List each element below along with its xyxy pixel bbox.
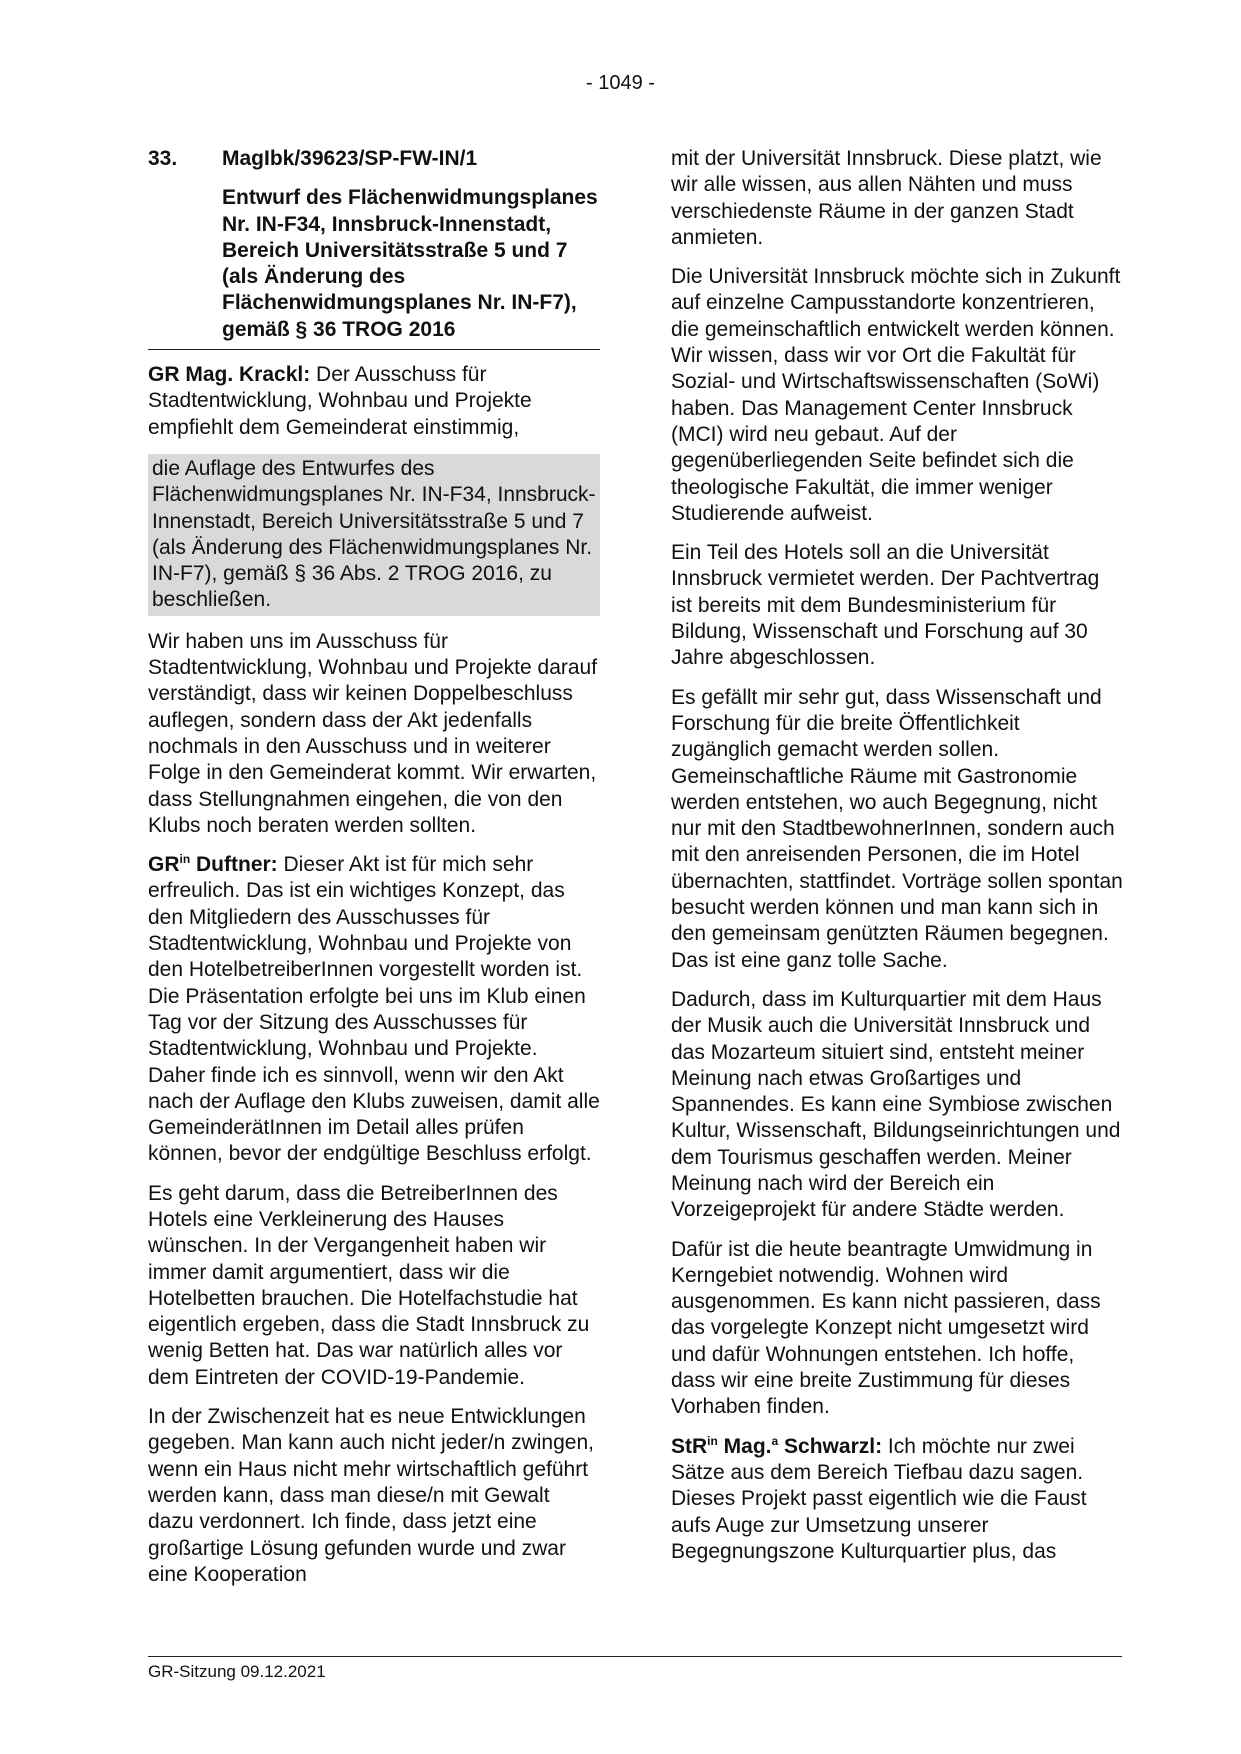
paragraph xyxy=(148,852,600,1168)
paragraph: Wir haben uns im Ausschuss für Stadtentwicklung, Wohnbau und Projekte darauf verständigt, dass wir keinen Doppelbeschluss auflegen, sondern dass der Akt jedenfalls nochmals in den Ausschuss und in weiterer Folge in den Gemeinderat kommt. Wir erwarten, dass Stellungnahmen eingehen, die von den Klubs noch beraten werden sollten. xyxy=(148,629,598,837)
paragraph: Dadurch, dass im Kulturquartier mit dem Haus der Musik auch die Universität Innsbruck und das Mozarteum situiert sind, entsteht meiner Meinung nach etwas Großartiges und Spannendes. Es kann eine Symbiose zwischen Kultur, Wissenschaft, Bildungseinrichtungen und dem Tourismus geschaffen werden. Meiner Meinung nach wird der Bereich ein Vorzeigeprojekt für andere Städte werden. xyxy=(671,987,1121,1222)
page-number: - 1049 - xyxy=(586,72,655,94)
paragraph xyxy=(671,1434,1123,1565)
speaker-degree: Mag. xyxy=(717,1434,772,1458)
speaker-surname: Duftner: xyxy=(190,853,278,877)
speaker-degree-suffix: a xyxy=(771,1433,779,1448)
speaker-title: GR xyxy=(148,853,180,877)
paragraph: Dafür ist die heute beantragte Umwidmung in Kerngebiet notwendig. Wohnen wird ausgenommen. Es kann nicht passieren, dass das vorgelegte Konzept nicht umgesetzt wird und dafür Wohnungen entstehen. Ich hoffe, dass wir eine breite Zustimmung für dieses Vorhaben finden. xyxy=(671,1237,1101,1419)
left-column xyxy=(148,146,600,1601)
agenda-divider xyxy=(148,349,600,350)
paragraph-text: Ich möchte nur zwei Sätze aus dem Bereich Tiefbau dazu sagen. Dieses Projekt passt eigentlich wie die Faust aufs Auge zur Umsetzung unserer Begegnungszone Kulturquartier plus, das xyxy=(671,1434,1087,1563)
right-column xyxy=(671,146,1123,1578)
agenda-reference: MagIbk/39623/SP-FW-IN/1 xyxy=(222,147,478,170)
speaker-surname: Schwarzl: xyxy=(778,1434,883,1458)
speaker-title: StR xyxy=(671,1434,708,1458)
speaker-title-suffix: in xyxy=(707,1433,718,1448)
paragraph-text: Der Ausschuss für Stadtentwicklung, Wohnbau und Projekte empfiehlt dem Gemeinderat einstimmig, xyxy=(148,363,532,439)
speaker-name xyxy=(671,1435,882,1458)
motion-box: die Auflage des Entwurfes des Flächenwidmungsplanes Nr. IN-F34, Innsbruck-Innenstadt, Bereich Universitätsstraße 5 und 7 (als Änderung des Flächenwidmungsplanes Nr. IN-F7), gemäß § 36 Abs. 2 TROG 2016, zu beschließen. xyxy=(148,454,600,616)
paragraph: Es gefällt mir sehr gut, dass Wissenschaft und Forschung für die breite Öffentlichkeit zugänglich gemacht werden sollen. Gemeinschaftliche Räume mit Gastronomie werden entstehen, wo auch Begegnung, nicht nur mit den StadtbewohnerInnen, sondern auch mit den anreisenden Personen, die im Hotel übernachten, stattfindet. Vorträge sollen spontan besucht werden können und man kann sich in den gemeinsam genützten Räumen begegnen. Das ist eine ganz tolle Sache. xyxy=(671,685,1123,972)
agenda-number: 33. xyxy=(148,147,178,170)
paragraph xyxy=(148,362,600,441)
speaker-title-suffix: in xyxy=(179,852,191,867)
paragraph: mit der Universität Innsbruck. Diese platzt, wie wir alle wissen, aus allen Nähten und muss verschiedenste Räume in der ganzen Stadt anmieten. xyxy=(671,147,1102,249)
footer-text: GR-Sitzung 09.12.2021 xyxy=(148,1662,326,1681)
paragraph: Die Universität Innsbruck möchte sich in Zukunft auf einzelne Campusstandorte konzentrieren, die gemeinschaftlich entwickelt werden können. Wir wissen, dass wir vor Ort die Fakultät für Sozial- und Wirtschaftswissenschaften (SoWi) haben. Das Management Center Innsbruck (MCI) wird neu gebaut. Auf der gegenüberliegenden Seite befindet sich die theologische Fakultät, die immer weniger Studierende aufweist. xyxy=(671,265,1121,525)
paragraph-text: Dieser Akt ist für mich sehr erfreulich. Das ist ein wichtiges Konzept, das den Mitgliedern des Ausschusses für Stadtentwicklung, Wohnbau und Projekte von den HotelbetreiberInnen vorgestellt worden ist. Die Präsentation erfolgte bei uns im Klub einen Tag vor der Sitzung des Ausschusses für Stadtentwicklung, Wohnbau und Projekte. Daher finde ich es sinnvoll, wenn wir den Akt nach der Auflage den Klubs zuweisen, damit alle GemeinderätInnen im Detail alles prüfen können, bevor der endgültige Beschluss erfolgt. xyxy=(148,853,600,1166)
paragraph: Ein Teil des Hotels soll an die Universität Innsbruck vermietet werden. Der Pachtvertrag ist bereits mit dem Bundesministerium für Bildung, Wissenschaft und Forschung auf 30 Jahre abgeschlossen. xyxy=(671,541,1100,670)
speaker-name: GR Mag. Krackl: xyxy=(148,363,311,387)
agenda-body xyxy=(222,146,600,343)
footer-divider xyxy=(148,1656,1122,1657)
agenda-item xyxy=(148,146,600,343)
agenda-title: Entwurf des Flächenwidmungsplanes Nr. IN-F34, Innsbruck-Innenstadt, Bereich Universitätsstraße 5 und 7 (als Änderung des Flächenwidmungsplanes Nr. IN-F7), gemäß § 36 TROG 2016 xyxy=(222,186,598,341)
paragraph: Es geht darum, dass die BetreiberInnen des Hotels eine Verkleinerung des Hauses wünschen. In der Vergangenheit haben wir immer damit argumentiert, dass wir die Hotelbetten brauchen. Die Hotelfachstudie hat eigentlich ergeben, dass die Stadt Innsbruck zu wenig Betten hat. Das war natürlich alles vor dem Eintreten der COVID-19-Pandemie. xyxy=(148,1181,590,1389)
speaker-name xyxy=(148,853,278,876)
paragraph: In der Zwischenzeit hat es neue Entwicklungen gegeben. Man kann auch nicht jeder/n zwingen, wenn ein Haus nicht mehr wirtschaftlich geführt werden kann, dass man diese/n mit Gewalt dazu verdonnert. Ich finde, dass jetzt eine großartige Lösung gefunden wurde und zwar eine Kooperation xyxy=(148,1405,594,1586)
